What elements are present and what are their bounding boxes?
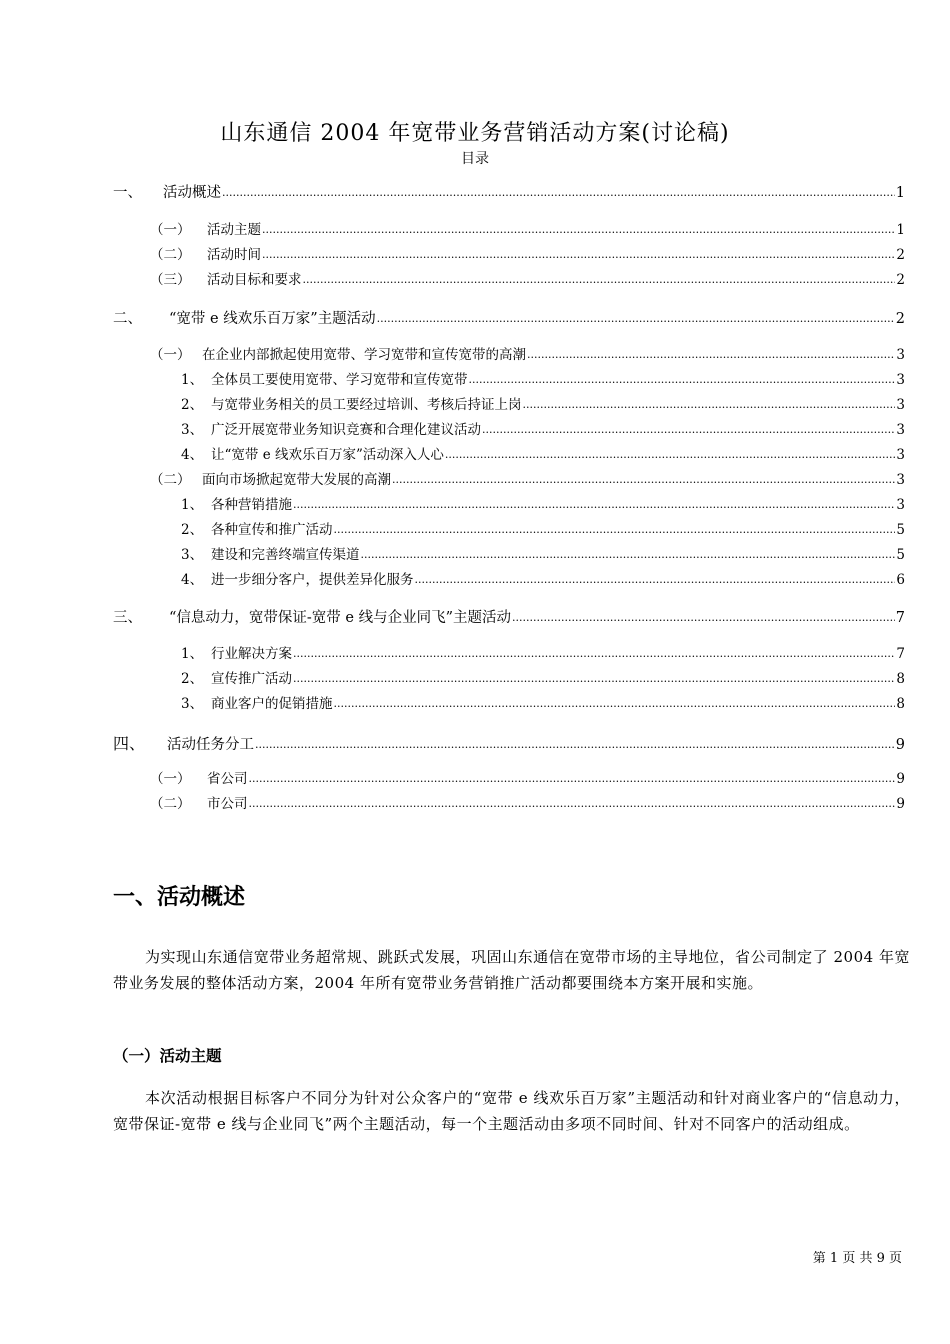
toc-entry-page: 2 [895, 311, 905, 327]
toc-entry[interactable] [113, 307, 905, 328]
toc-entry-page: 3 [896, 447, 905, 463]
toc-leader [415, 571, 896, 585]
toc-leader [303, 271, 896, 285]
toc-entry[interactable] [181, 692, 905, 712]
toc-entry-page: 3 [896, 472, 905, 488]
toc-entry-label: 活动主题 [207, 222, 261, 238]
toc-entry-label: 活动任务分工 [167, 737, 254, 753]
toc-entry[interactable] [181, 443, 905, 463]
toc-leader [334, 521, 896, 535]
toc-entry-page: 2 [896, 247, 905, 263]
document-title: 山东通信 2004 年宽带业务营销活动方案(讨论稿) [220, 121, 730, 146]
toc-entry-page: 9 [896, 771, 905, 787]
toc-entry[interactable] [113, 606, 905, 627]
toc-entry[interactable] [181, 642, 905, 662]
toc-entry-number: 二、 [113, 311, 142, 327]
toc-entry-label: 与宽带业务相关的员工要经过培训、考核后持证上岗 [211, 397, 522, 413]
toc-entry[interactable] [150, 243, 905, 263]
toc-entry-label: 在企业内部掀起使用宽带、学习宽带和宣传宽带的高潮 [202, 347, 526, 363]
toc-entry[interactable] [150, 767, 905, 787]
toc-entry[interactable] [113, 731, 905, 754]
toc-leader [377, 309, 895, 324]
toc-entry-number: （一） [150, 771, 191, 787]
subsection-heading: （一）活动主题 [113, 1047, 222, 1065]
toc-entry-label: 建设和完善终端宣传渠道 [211, 547, 360, 563]
toc-leader [222, 183, 895, 198]
toc-entry-number: 2、 [181, 522, 204, 538]
toc-entry[interactable] [150, 268, 905, 288]
toc-entry-label: 行业解决方案 [211, 646, 292, 662]
toc-leader [512, 608, 895, 623]
toc-entry-number: 三、 [113, 610, 142, 626]
toc-leader [445, 446, 896, 460]
toc-entry-number: （三） [150, 272, 191, 288]
section-heading: 一、活动概述 [113, 885, 246, 910]
toc-leader [293, 670, 895, 684]
toc-entry-label: 宣传推广活动 [211, 671, 292, 687]
toc-entry-label: 活动时间 [207, 247, 261, 263]
toc-leader [293, 496, 895, 510]
toc-entry[interactable] [150, 792, 905, 812]
toc-heading: 目录 [461, 151, 489, 167]
toc-entry[interactable] [113, 181, 905, 202]
toc-entry-number: （一） [150, 222, 191, 238]
toc-entry[interactable] [181, 667, 905, 687]
toc-entry-label: 全体员工要使用宽带、学习宽带和宣传宽带 [211, 372, 468, 388]
toc-entry-page: 3 [896, 347, 905, 363]
toc-entry-page: 2 [896, 272, 905, 288]
toc-entry-number: 3、 [181, 696, 204, 712]
toc-entry-label: 各种营销措施 [211, 497, 292, 513]
toc-entry-page: 3 [896, 422, 905, 438]
toc-entry[interactable] [181, 493, 905, 513]
toc-entry-page: 7 [896, 646, 905, 662]
toc-entry-label: 商业客户的促销措施 [211, 696, 333, 712]
toc-entry-label: 面向市场掀起宽带大发展的高潮 [202, 472, 391, 488]
body-paragraph: 本次活动根据目标客户不同分为针对公众客户的“宽带 e 线欢乐百万家”主题活动和针对商业客户的“信息动力，宽带保证-宽带 e 线与企业同飞”两个主题活动，每一个主题活动由多项不同时间、针对不同客户的活动组成。 [113, 1089, 910, 1133]
toc-entry-number: 3、 [181, 547, 204, 563]
toc-entry-page: 6 [896, 572, 905, 588]
toc-leader [527, 346, 895, 360]
toc-entry-page: 7 [895, 610, 905, 626]
toc-entry-page: 8 [896, 696, 905, 712]
toc-entry[interactable] [150, 218, 905, 238]
toc-leader [249, 770, 896, 784]
toc-leader [255, 733, 895, 749]
toc-leader [469, 371, 896, 385]
toc-entry-number: （一） [150, 347, 191, 363]
toc-entry-label: “信息动力，宽带保证-宽带 e 线与企业同飞”主题活动 [169, 610, 512, 626]
toc-leader [293, 645, 895, 659]
toc-leader [249, 795, 896, 809]
toc-entry-number: （二） [150, 472, 191, 488]
toc-entry-label: “宽带 e 线欢乐百万家”主题活动 [169, 311, 376, 327]
toc-entry[interactable] [150, 468, 905, 488]
toc-entry-page: 5 [896, 547, 905, 563]
toc-leader [392, 471, 895, 485]
toc-entry-label: 广泛开展宽带业务知识竞赛和合理化建议活动 [211, 422, 481, 438]
toc-entry-number: 1、 [181, 646, 204, 662]
toc-entry-page: 9 [895, 737, 905, 753]
toc-entry[interactable] [181, 568, 905, 588]
toc-entry-number: （二） [150, 247, 191, 263]
toc-entry-page: 1 [896, 222, 905, 238]
toc-entry-number: 4、 [181, 572, 204, 588]
toc-entry-number: 4、 [181, 447, 204, 463]
toc-entry-page: 9 [896, 796, 905, 812]
toc-entry-number: 2、 [181, 671, 204, 687]
toc-entry-label: 省公司 [207, 771, 248, 787]
toc-entry-label: 活动概述 [163, 185, 221, 201]
toc-entry[interactable] [181, 418, 905, 438]
toc-entry-label: 让“宽带 e 线欢乐百万家”活动深入人心 [211, 447, 444, 463]
toc-entry-number: （二） [150, 796, 191, 812]
toc-entry-number: 1、 [181, 497, 204, 513]
toc-leader [523, 396, 896, 410]
toc-entry-page: 3 [896, 397, 905, 413]
toc-entry-page: 3 [896, 372, 905, 388]
toc-entry[interactable] [181, 518, 905, 538]
toc-entry[interactable] [181, 368, 905, 388]
toc-entry-label: 各种宣传和推广活动 [211, 522, 333, 538]
toc-leader [262, 221, 895, 235]
body-paragraph: 为实现山东通信宽带业务超常规、跳跃式发展，巩固山东通信在宽带市场的主导地位，省公司制定了 2004 年宽带业务发展的整体活动方案，2004 年所有宽带业务营销推广活动都要围绕本方案开展和实施。 [113, 948, 910, 992]
toc-entry-label: 活动目标和要求 [207, 272, 302, 288]
toc-entry-label: 进一步细分客户，提供差异化服务 [211, 572, 414, 588]
toc-entry-number: 一、 [113, 185, 142, 201]
toc-leader [361, 546, 896, 560]
toc-entry-number: 2、 [181, 397, 204, 413]
toc-entry-page: 5 [896, 522, 905, 538]
toc-entry[interactable] [181, 393, 905, 413]
toc-leader [334, 695, 896, 709]
toc-entry-number: 四、 [113, 734, 146, 753]
toc-leader [482, 421, 895, 435]
toc-entry-page: 3 [896, 497, 905, 513]
toc-entry-number: 3、 [181, 422, 204, 438]
toc-entry-number: 1、 [181, 372, 204, 388]
page-footer: 第 1 页 共 9 页 [812, 1251, 902, 1266]
toc-entry[interactable] [181, 543, 905, 563]
toc-entry-page: 1 [895, 185, 905, 201]
toc-entry[interactable] [150, 343, 905, 363]
toc-entry-page: 8 [896, 671, 905, 687]
toc-entry-label: 市公司 [207, 796, 248, 812]
toc-leader [262, 246, 895, 260]
